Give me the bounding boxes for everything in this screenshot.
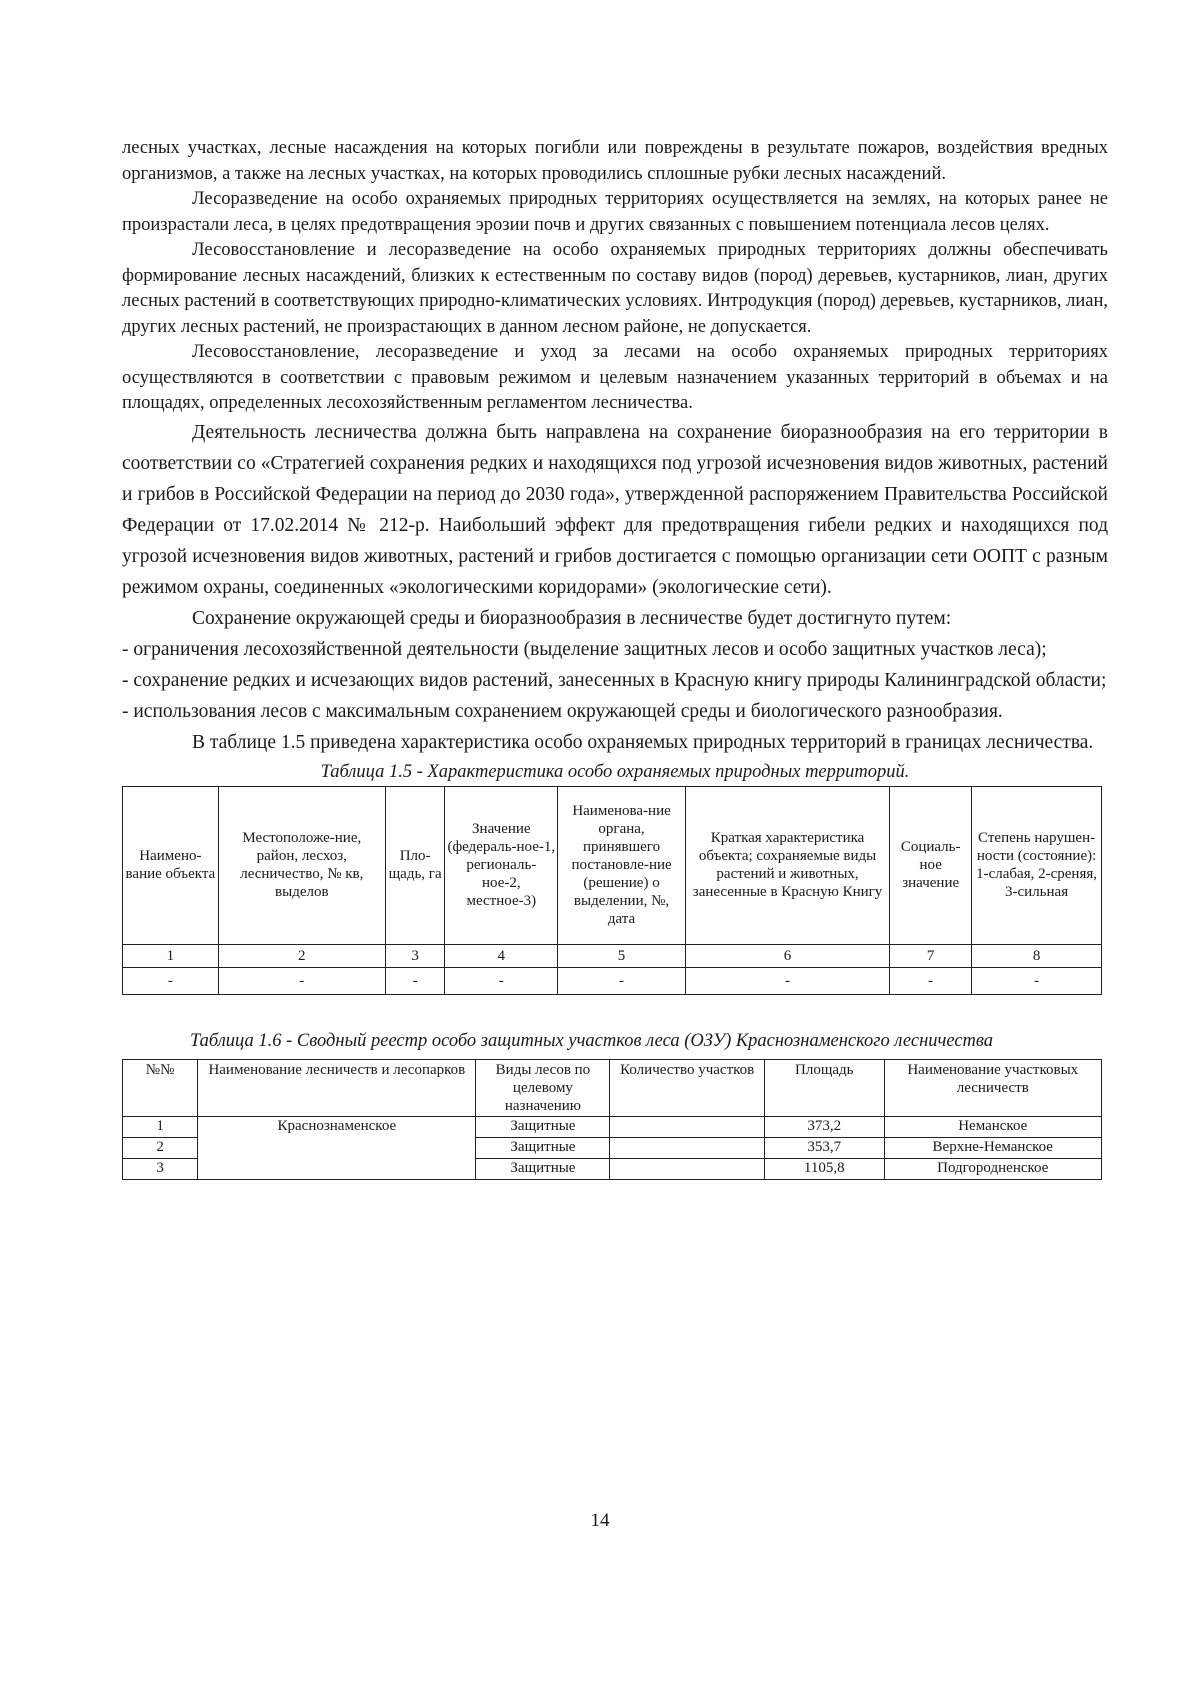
row-number: 1 [123, 1116, 198, 1137]
paragraph-reforestation: Лесовосстановление и лесоразведение на особо охраняемых природных территориях должны обеспечивать формирование лесных насаждений, близких к естественным по составу видов (пород) деревьев, кустарников, лиан, других лесных растений в соответствующих природно-климатических условиях. Интродукция (пород) деревьев, кустарников, лиан, других лесных растений, не произрастающих в данном лесном районе, не допускается. [122, 240, 1108, 337]
district-name: Верхне-Неманское [884, 1137, 1101, 1158]
paragraph-biodiversity: Деятельность лесничества должна быть направлена на сохранение биоразнообразия на его территории в соответствии со «Стратегией сохранения редких и находящихся под угрозой исчезновения видов животных, растений и грибов в Российской Федерации на период до 2030 года», утвержденной распоряжением Правительства Российской Федерации от 17.02.2014 № 212-р. Наибольший эффект для предотвращения гибели редких и находящихся под угрозой исчезновения видов животных, растений и грибов достигается с помощью организации сети ООПТ с разным режимом охраны, соединенных «экологическими коридорами» (экологические сети). [122, 421, 1108, 598]
paragraph-afforestation: Лесоразведение на особо охраняемых природных территориях осуществляется на землях, на которых ранее не произрастали леса, в целях предотвращения эрозии почв и других связанных с повышением потенциала лесов целях. [122, 189, 1108, 235]
forestry-name: Краснознаменское [198, 1116, 476, 1179]
plot-count [610, 1137, 765, 1158]
column-number: 4 [445, 944, 558, 967]
column-number-row [123, 944, 1102, 967]
column-header: Наименова-ние органа, принявшего постановле-ние (решение) о выделении, №, дата [558, 786, 686, 944]
area-value: 373,2 [764, 1116, 884, 1137]
table-row [123, 967, 1102, 994]
column-header: Значение (федераль-ное-1, региональ-ное-2, местное-3) [445, 786, 558, 944]
table-cell: - [972, 967, 1102, 994]
ozu-registry-table [122, 1059, 1102, 1180]
column-number: 6 [685, 944, 889, 967]
table-cell: - [123, 967, 219, 994]
table-cell: - [685, 967, 889, 994]
table-row [123, 1116, 1102, 1137]
paragraph-conservation-intro: Сохранение окружающей среды и биоразнообразия в лесничестве будет достигнуто путем: [192, 607, 952, 629]
row-number: 3 [123, 1158, 198, 1179]
column-header: Наименование лесничеств и лесопарков [198, 1059, 476, 1116]
table-1-5-caption: Таблица 1.5 - Характеристика особо охраняемых природных территорий. [320, 761, 910, 782]
row-number: 2 [123, 1137, 198, 1158]
table-cell: - [385, 967, 445, 994]
forest-type: Защитные [476, 1116, 610, 1137]
column-header: Виды лесов по целевому назначению [476, 1059, 610, 1116]
table-cell: - [445, 967, 558, 994]
column-header: №№ [123, 1059, 198, 1116]
column-number: 3 [385, 944, 445, 967]
column-header: Пло-щадь, га [385, 786, 445, 944]
column-number: 8 [972, 944, 1102, 967]
column-header: Площадь [764, 1059, 884, 1116]
paragraph-continuation: лесных участках, лесные насаждения на которых погибли или повреждены в результате пожаров, воздействия вредных организмов, а также на лесных участках, на которых проводились сплошные рубки лесных насаждений. [122, 138, 1108, 184]
column-header: Наименование участковых лесничеств [884, 1059, 1101, 1116]
column-header: Наимено-вание объекта [123, 786, 219, 944]
table-cell: - [890, 967, 972, 994]
column-number: 7 [890, 944, 972, 967]
paragraph-forest-care: Лесовосстановление, лесоразведение и уход за лесами на особо охраняемых природных территориях осуществляются в соответствии с правовым режимом и целевым назначением указанных территорий в объемах и на площадях, определенных лесохозяйственным регламентом лесничества. [122, 342, 1108, 413]
plot-count [610, 1116, 765, 1137]
plot-count [610, 1158, 765, 1179]
forest-type: Защитные [476, 1137, 610, 1158]
column-header: Степень нарушен-ности (состояние): 1-слабая, 2-среняя, 3-сильная [972, 786, 1102, 944]
area-value: 1105,8 [764, 1158, 884, 1179]
forest-type: Защитные [476, 1158, 610, 1179]
district-name: Неманское [884, 1116, 1101, 1137]
column-number: 2 [218, 944, 385, 967]
column-header: Краткая характеристика объекта; сохраняемые виды растений и животных, занесенные в Красную Книгу [685, 786, 889, 944]
page-content [122, 136, 1108, 1180]
page-number: 14 [590, 1510, 610, 1531]
column-header: Местоположе-ние, район, лесхоз, лесничество, № кв, выделов [218, 786, 385, 944]
table-cell: - [558, 967, 686, 994]
column-number: 1 [123, 944, 219, 967]
column-header: Социаль-ное значение [890, 786, 972, 944]
column-header: Количество участков [610, 1059, 765, 1116]
paragraph-table-intro: В таблице 1.5 приведена характеристика особо охраняемых природных территорий в границах лесничества. [192, 731, 1094, 753]
table-header-row [123, 1059, 1102, 1116]
list-item: - использования лесов с максимальным сохранением окружающей среды и биологического разнообразия. [122, 700, 1003, 722]
list-item: - ограничения лесохозяйственной деятельности (выделение защитных лесов и особо защитных участков леса); [122, 638, 1047, 660]
district-name: Подгородненское [884, 1158, 1101, 1179]
protected-areas-table [122, 786, 1102, 995]
table-cell: - [218, 967, 385, 994]
list-item: - сохранение редких и исчезающих видов растений, занесенных в Красную книгу природы Калининградской области; [122, 669, 1107, 691]
area-value: 353,7 [764, 1137, 884, 1158]
table-1-6-caption: Таблица 1.6 - Сводный реестр особо защитных участков леса (ОЗУ) Краснознаменского лесничества [190, 1030, 994, 1051]
table-header-row [123, 786, 1102, 944]
column-number: 5 [558, 944, 686, 967]
